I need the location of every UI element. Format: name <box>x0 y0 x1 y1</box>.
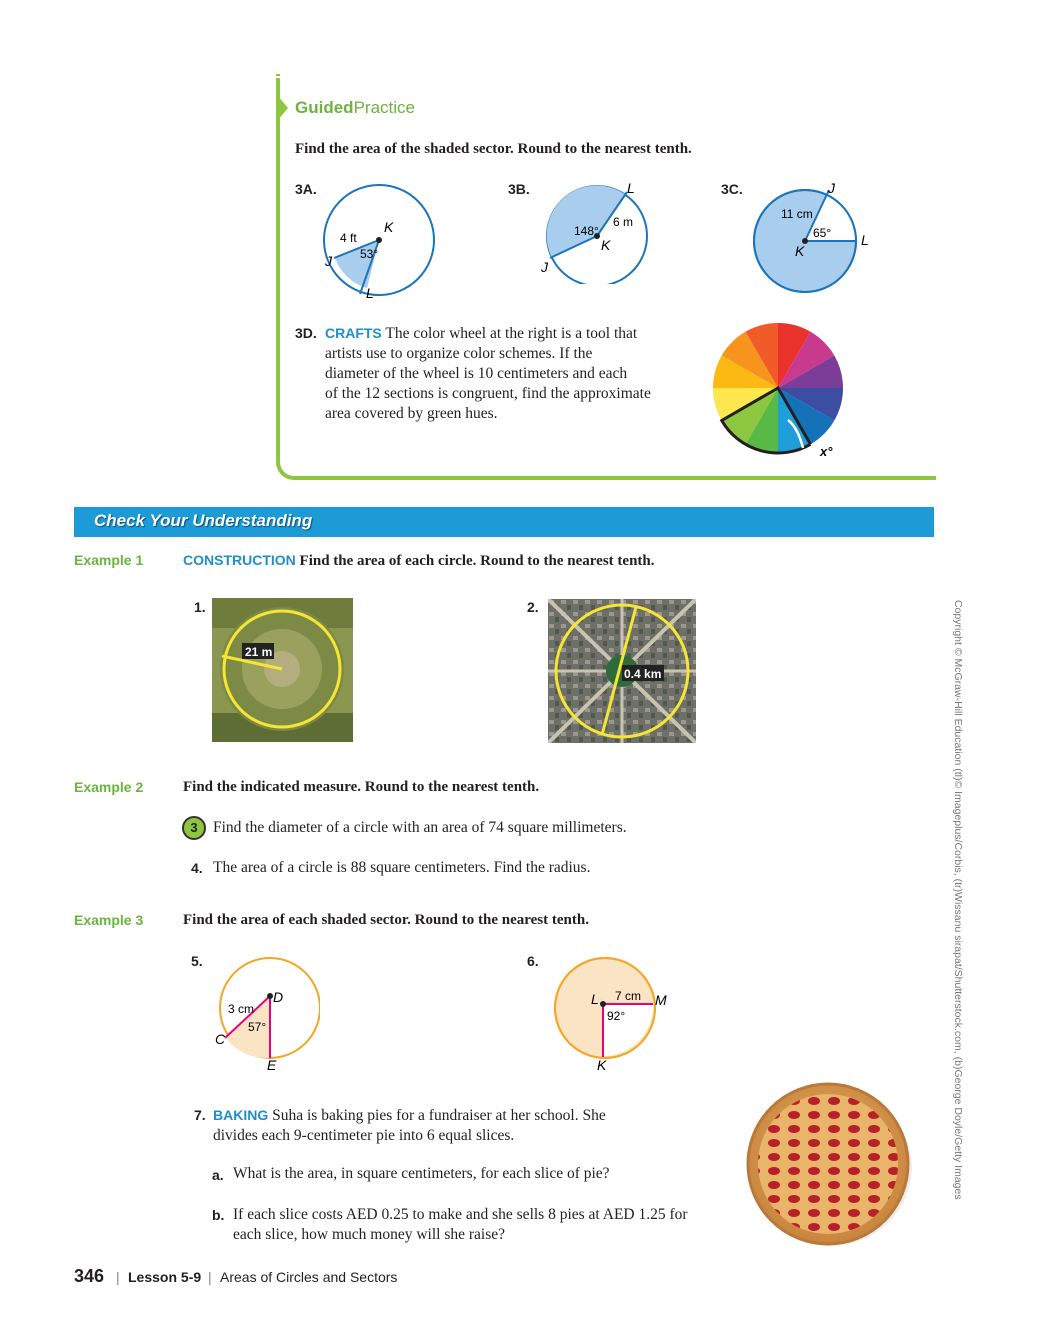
copyright-text: Copyright © McGraw-Hill Education (tl)© Imageplus/Corbis, (tr)Wissanu sirapat/Shutterstock.com, (b)George Doyle/Getty Images <box>952 600 964 1200</box>
measure-21m: 21 m <box>245 645 273 659</box>
footer-sep-2: | <box>208 1269 212 1285</box>
radius-label-5: 3 cm <box>228 1002 255 1016</box>
crafts-line-3: diameter of the wheel is 10 centimeters and each <box>325 365 628 382</box>
item-6-number: 6. <box>527 953 539 969</box>
point-l: L <box>861 232 869 248</box>
guided-practice-arrow-icon <box>278 96 288 120</box>
angle-label-6: 92° <box>607 1009 626 1023</box>
aerial-photo-2-image <box>548 599 696 743</box>
point-k: K <box>601 237 611 253</box>
point-k: K <box>597 1057 607 1073</box>
circle-6-figure <box>545 952 675 1077</box>
center-6 <box>600 1001 606 1007</box>
angle-label-3a: 53° <box>360 247 379 261</box>
point-d: D <box>273 989 284 1005</box>
problem-3a-label: 3A. <box>295 181 317 197</box>
footer-sep-1: | <box>116 1269 120 1285</box>
example-1-instruction <box>183 552 655 570</box>
item-7b-line-2: each slice, how much money will she raise? <box>233 1226 506 1243</box>
gp-instruction: Find the area of the shaded sector. Round to the nearest tenth. <box>295 141 692 157</box>
center-3a <box>376 237 382 243</box>
point-j: J <box>325 253 332 269</box>
item-7a-text: What is the area, in square centimeters, for each slice of pie? <box>233 1165 610 1182</box>
point-k: K <box>384 219 394 235</box>
circle-3b-figure <box>535 180 655 284</box>
measure-0-4km: 0.4 km <box>624 667 662 681</box>
footer-title: Areas of Circles and Sectors <box>220 1269 398 1285</box>
circle-3a-figure <box>322 180 442 304</box>
item-2-number: 2. <box>527 599 539 615</box>
radius-label-3a: 4 ft <box>340 231 357 245</box>
point-c: C <box>215 1031 226 1047</box>
item-7a-label: a. <box>212 1167 224 1183</box>
aerial-photo-1-image <box>212 598 353 742</box>
problem-3c-label: 3C. <box>721 181 743 197</box>
circle-3c-figure <box>745 180 880 298</box>
copyright-notice <box>952 600 966 1245</box>
item-5-number: 5. <box>191 953 203 969</box>
item-3-number-badge: 3 <box>182 816 206 840</box>
radius-label-3b: 6 m <box>613 215 634 229</box>
angle-label-3c: 65° <box>813 226 832 240</box>
point-l: L <box>591 991 599 1007</box>
item-3-text: Find the diameter of a circle with an area of 74 square millimeters. <box>213 819 627 836</box>
example-3-instruction: Find the area of each shaded sector. Round to the nearest tenth. <box>183 912 589 928</box>
item-7b-label: b. <box>212 1207 225 1223</box>
crafts-text <box>325 323 705 424</box>
pie-image <box>744 1080 916 1248</box>
crafts-line-5: area covered by green hues. <box>325 405 498 422</box>
guided-practice-dots <box>276 74 280 96</box>
item-1-number: 1. <box>194 599 206 615</box>
example-2-instruction: Find the indicated measure. Round to the nearest tenth. <box>183 779 540 795</box>
aerial-photo-1 <box>212 598 353 742</box>
point-e: E <box>267 1057 277 1073</box>
example-1-label: Example 1 <box>74 552 144 568</box>
item-4-text: The area of a circle is 88 square centimeters. Find the radius. <box>213 859 591 876</box>
baking-line-2: divides each 9-centimeter pie into 6 equal slices. <box>213 1127 515 1144</box>
construction-keyword: CONSTRUCTION <box>183 552 296 568</box>
crafts-line-4: of the 12 sections is congruent, find the approximate <box>325 385 651 402</box>
point-k: K <box>795 243 805 259</box>
item-7b-text <box>233 1205 753 1245</box>
problem-3b-label: 3B. <box>508 181 530 197</box>
point-m: M <box>655 992 667 1008</box>
item-7-number: 7. <box>194 1107 206 1123</box>
check-understanding-title: Check Your Understanding <box>94 511 313 530</box>
crafts-line-1: The color wheel at the right is a tool that <box>385 325 638 342</box>
example-2-label: Example 2 <box>74 779 144 795</box>
crafts-keyword: CRAFTS <box>325 325 382 341</box>
baking-keyword: BAKING <box>213 1107 269 1123</box>
point-j: J <box>541 259 548 275</box>
guided-practice-title <box>295 98 415 118</box>
baking-text <box>213 1105 733 1146</box>
angle-label-x: x° <box>820 444 833 459</box>
color-wheel-figure <box>708 320 858 465</box>
circle-5-figure <box>210 952 320 1077</box>
point-l: L <box>627 180 635 196</box>
angle-label-5: 57° <box>248 1020 267 1034</box>
angle-label-3b: 148° <box>574 224 599 238</box>
example-1-text: Find the area of each circle. Round to the nearest tenth. <box>299 553 655 569</box>
point-j: J <box>828 180 835 196</box>
radius-label-6: 7 cm <box>615 989 642 1003</box>
page-number: 346 <box>74 1266 105 1286</box>
radius-label-3c: 11 cm <box>781 207 813 221</box>
footer-lesson: Lesson 5-9 <box>128 1269 202 1285</box>
title-rest: Practice <box>353 98 415 117</box>
title-bold: Guided <box>295 98 354 117</box>
example-3-label: Example 3 <box>74 912 144 928</box>
aerial-photo-2 <box>548 599 696 743</box>
crafts-line-2: artists use to organize color schemes. If the <box>325 345 593 362</box>
problem-3d-label: 3D. <box>295 325 317 341</box>
item-7b-line-1: If each slice costs AED 0.25 to make and she sells 8 pies at AED 1.25 for <box>233 1206 688 1223</box>
baking-line-1: Suha is baking pies for a fundraiser at her school. She <box>272 1107 606 1124</box>
item-4-number: 4. <box>191 860 203 876</box>
point-l: L <box>366 285 374 301</box>
